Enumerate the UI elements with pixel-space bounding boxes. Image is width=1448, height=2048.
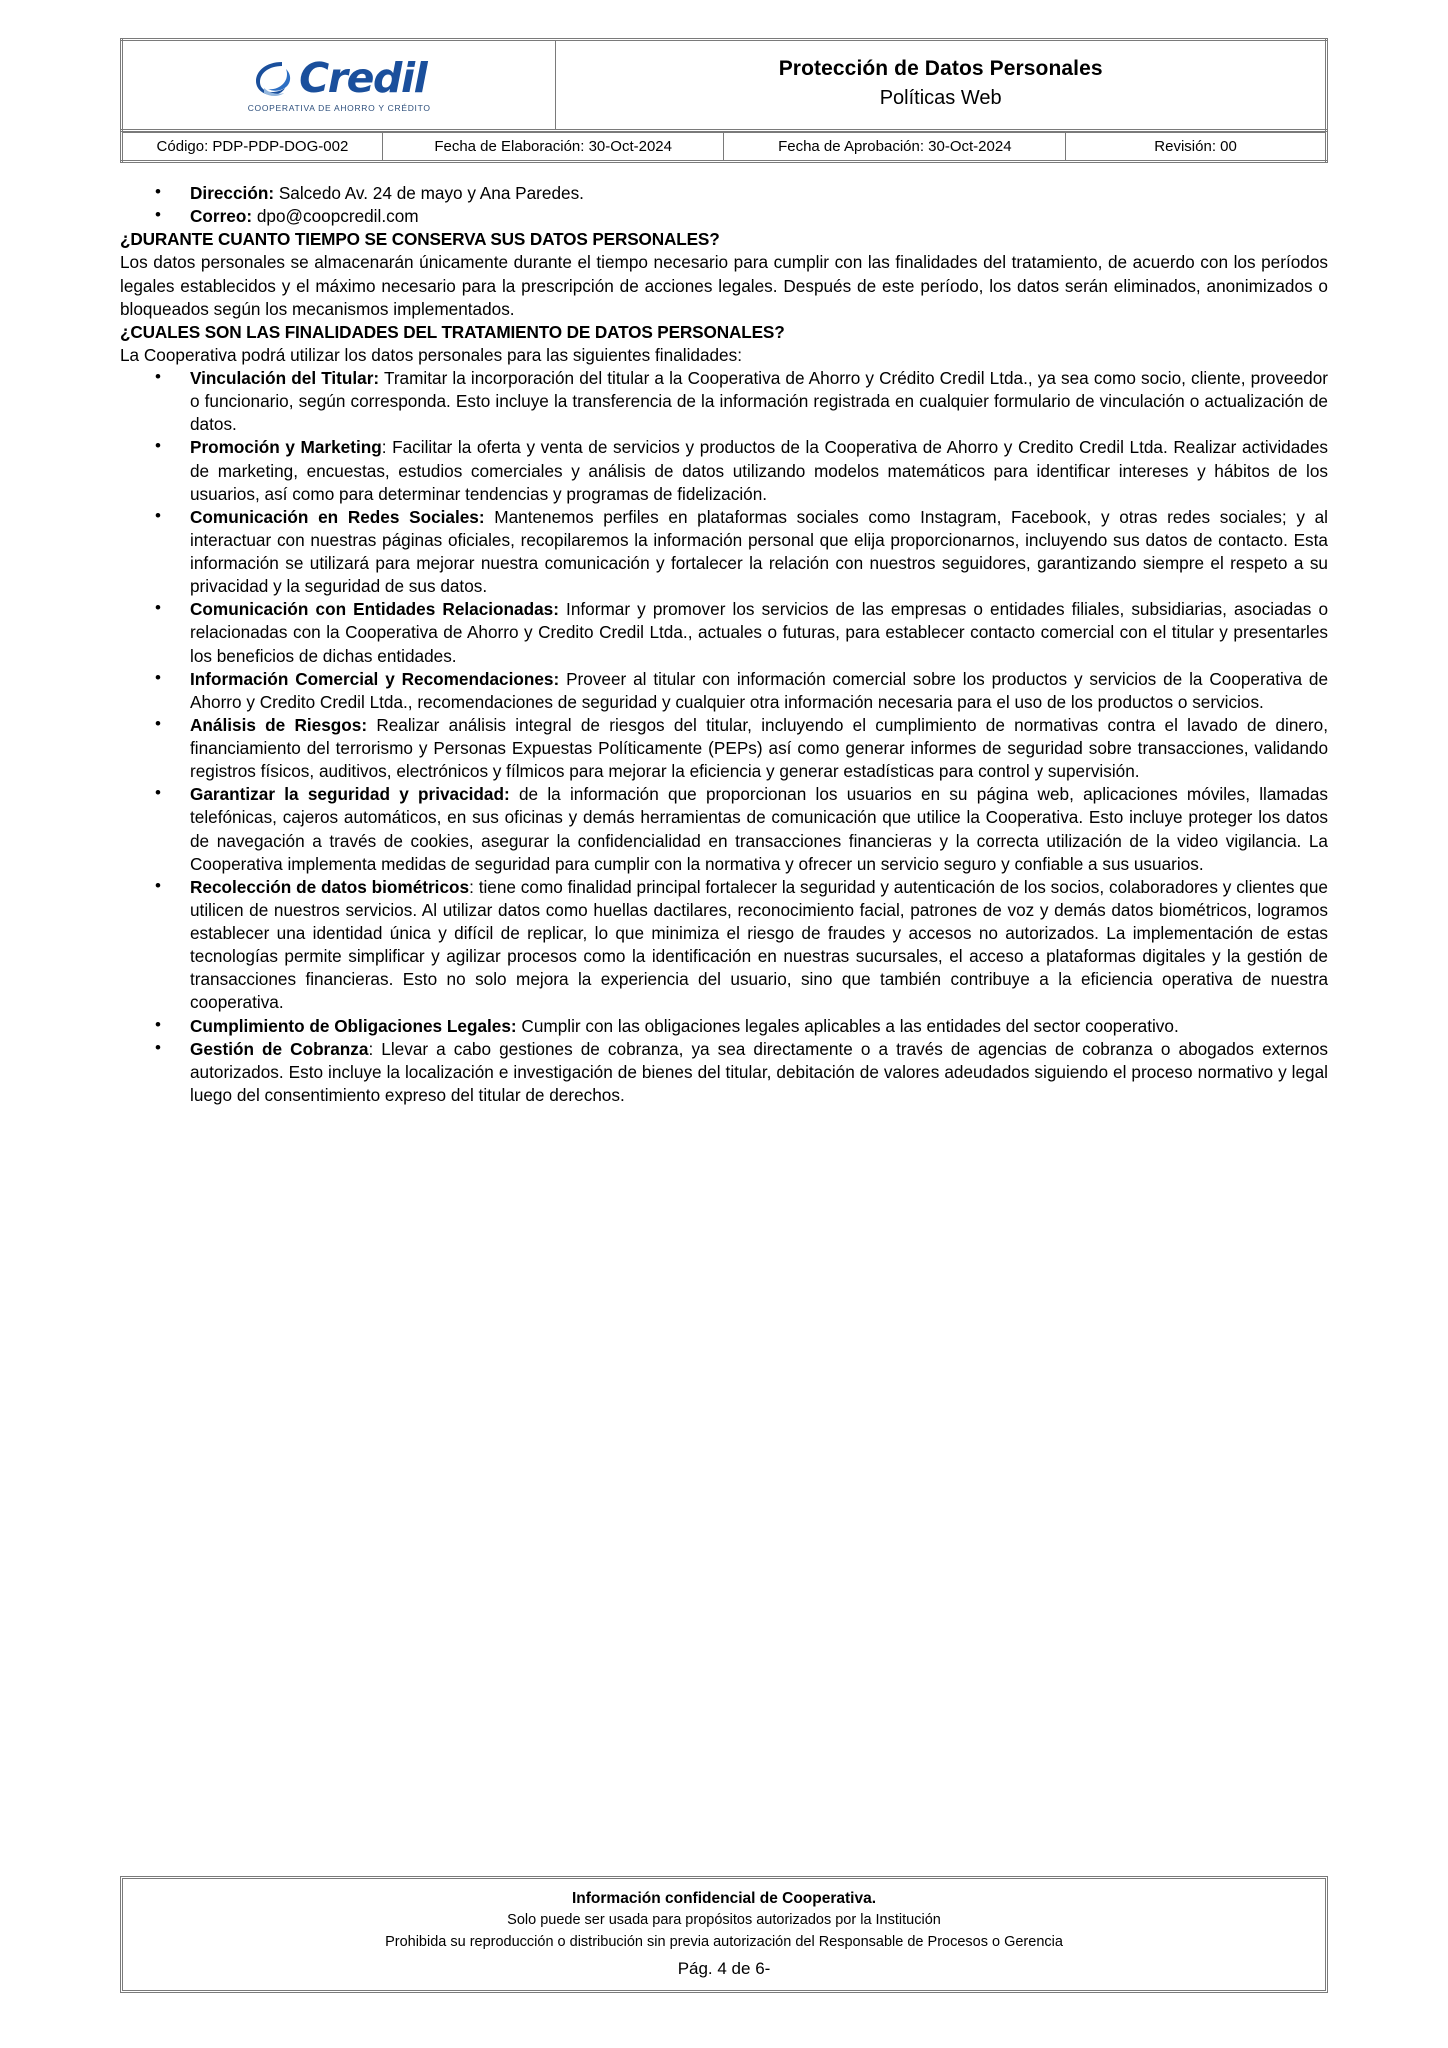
purpose-text: de la información que proporcionan los usuarios en su página web, aplicaciones móviles, llamadas telefónicas, cajeros automáticos, en sus oficinas y demás herramientas de comunicación que utilice la Cooperativa. Esto incluye proteger los datos de navegación a través de cookies, asegurar la confidencialidad en transacciones financieras y la correcta utilización de la video vigilancia. La Cooperativa implementa medidas de seguridad para cumplir con la normativa y ofrecer un servicio seguro y confiable a sus usuarios.	[190, 784, 1328, 874]
header-title-cell	[556, 40, 1327, 131]
contact-text-correo: dpo@coopcredil.com	[252, 206, 419, 227]
list-item	[120, 714, 1328, 783]
contact-label-direccion: Dirección:	[190, 183, 275, 203]
list-item	[120, 668, 1328, 714]
list-item	[120, 506, 1328, 599]
purpose-label: Análisis de Riesgos:	[190, 714, 368, 735]
meta-fecha-elaboracion: Fecha de Elaboración: 30-Oct-2024	[382, 133, 724, 162]
list-item	[120, 205, 1328, 228]
list-item	[120, 1038, 1328, 1107]
purpose-text: Tramitar la incorporación del titular a la Cooperativa de Ahorro y Crédito Credil Ltda., ya sea como socio, cliente, proveedor o funcionario, según corresponda. Esto incluye la transferencia de la información registrada en cualquier formulario de vinculación o actualización de datos.	[190, 368, 1328, 435]
logo-mark-row	[248, 54, 431, 103]
document-subtitle: Políticas Web	[879, 87, 1002, 110]
purpose-text: Realizar análisis integral de riesgos del titular, incluyendo el cumplimiento de normativas contra el lavado de dinero, financiamiento del terrorismo y Personas Expuestas Políticamente (PEPs) así como generar informes de seguridad sobre transacciones, validando registros físicos, auditivos, electrónicos y fílmicos para mejorar la eficiencia y generar estadísticas para control y supervisión.	[190, 714, 1328, 782]
logo-tagline: COOPERATIVA DE AHORRO Y CRÉDITO	[247, 102, 431, 113]
contact-bullet-list	[120, 182, 1328, 228]
purpose-text: : Facilitar la oferta y venta de servicios y productos de la Cooperativa de Ahorro y Credito Credil Ltda. Realizar actividades de marketing, encuestas, estudios comerciales y análisis de datos utilizando modelos matemáticos para identificar intereses y hábitos de los usuarios, así como para determinar tendencias y programas de fidelización.	[190, 437, 1328, 504]
list-item	[120, 783, 1328, 876]
footer-line-2: Prohibida su reproducción o distribución sin previa autorización del Responsable de Procesos o Gerencia	[385, 1933, 1063, 1950]
meta-row	[122, 133, 1327, 162]
section-paragraph-retention: Los datos personales se almacenarán únicamente durante el tiempo necesario para cumplir con las finalidades del tratamiento, de acuerdo con los períodos legales establecidos y el máximo necesario para la prescripción de acciones legales. Después de este período, los datos serán eliminados, anonimizados o bloqueados según los mecanismos implementados.	[120, 252, 1328, 319]
purposes-bullet-list	[120, 367, 1328, 1107]
list-item	[120, 436, 1328, 505]
purpose-label: Recolección de datos biométricos	[190, 876, 470, 897]
credil-swirl-icon	[252, 57, 296, 101]
list-item	[120, 598, 1328, 667]
purpose-text: Mantenemos perfiles en plataformas sociales como Instagram, Facebook, y otras redes sociales; y al interactuar con nuestras páginas oficiales, recopilaremos la información personal que elija proporcionarnos, incluyendo sus datos de contacto. Esta información se utilizará para mejorar nuestra comunicación y fortalecer la relación con nuestros seguidores, garantizando siempre el respeto a su privacidad y la seguridad de sus datos.	[190, 506, 1328, 597]
purpose-label: Comunicación en Redes Sociales:	[190, 506, 485, 527]
list-item	[120, 876, 1328, 1015]
meta-revision: Revisión: 00	[1066, 133, 1327, 162]
purpose-label: Información Comercial y Recomendaciones:	[190, 668, 560, 689]
footer-line-1: Solo puede ser usada para propósitos autorizados por la Institución	[507, 1912, 941, 1928]
purpose-text: Proveer al titular con información comercial sobre los productos y servicios de la Cooperativa de Ahorro y Credito Credil Ltda., recomendaciones de seguridad y cualquier otra información necesaria para el uso de los productos o servicios.	[190, 668, 1329, 712]
list-item	[120, 182, 1328, 205]
document-header-table	[120, 38, 1328, 132]
list-item	[120, 367, 1328, 436]
document-footer	[120, 1876, 1328, 1993]
section-heading-retention: ¿DURANTE CUANTO TIEMPO SE CONSERVA SUS DATOS PERSONALES?	[120, 229, 720, 250]
header-top-row	[122, 40, 1327, 131]
credil-logo	[247, 54, 431, 113]
contact-text-direccion: Salcedo Av. 24 de mayo y Ana Paredes.	[274, 183, 584, 203]
list-item	[120, 1015, 1328, 1038]
purpose-label: Gestión de Cobranza	[190, 1038, 369, 1059]
contact-label-correo: Correo:	[190, 206, 253, 227]
purpose-text: Cumplir con las obligaciones legales aplicables a las entidades del sector cooperativo.	[516, 1015, 1179, 1036]
purpose-text: : Llevar a cabo gestiones de cobranza, ya sea directamente o a través de agencias de cobranza o abogados externos autorizados. Esto incluye la localización e investigación de bienes del titular, debitación de valores adeudados siguiendo el proceso normativo y legal luego del consentimiento expreso del titular de derechos.	[190, 1038, 1328, 1105]
purpose-label: Cumplimiento de Obligaciones Legales:	[190, 1015, 517, 1036]
meta-codigo: Código: PDP-PDP-DOG-002	[122, 133, 383, 162]
logo-wordmark: Credil	[299, 54, 427, 103]
logo-cell	[122, 40, 556, 131]
purpose-text: Informar y promover los servicios de las empresas o entidades filiales, subsidiarias, asociadas o relacionadas con la Cooperativa de Ahorro y Credito Credil Ltda., actuales o futuras, para establecer contacto comercial con el titular y presentarles los beneficios de dichas entidades.	[190, 599, 1328, 666]
purpose-label: Comunicación con Entidades Relacionadas:	[190, 599, 559, 620]
document-title: Protección de Datos Personales	[778, 56, 1103, 80]
footer-title: Información confidencial de Cooperativa.	[571, 1889, 877, 1907]
purpose-label: Vinculación del Titular:	[190, 368, 380, 388]
purpose-label: Promoción y Marketing	[190, 437, 382, 458]
document-meta-table	[120, 132, 1328, 163]
footer-page-number: Pág. 4 de 6-	[677, 1958, 771, 1978]
purpose-label: Garantizar la seguridad y privacidad:	[190, 784, 510, 805]
section-intro-purposes: La Cooperativa podrá utilizar los datos personales para las siguientes finalidades:	[120, 344, 742, 365]
document-body	[120, 182, 1328, 1107]
meta-fecha-aprobacion: Fecha de Aprobación: 30-Oct-2024	[724, 133, 1066, 162]
purpose-text: : tiene como finalidad principal fortalecer la seguridad y autenticación de los socios, colaboradores y clientes que utilicen de nuestros servicios. Al utilizar datos como huellas dactilares, reconocimiento facial, patrones de voz y demás datos biométricos, logramos establecer una identidad única y difícil de replicar, lo que minimiza el riesgo de fraudes y accesos no autorizados. La implementación de estas tecnologías permite simplificar y agilizar procesos como la identificación en nuestras sucursales, el acceso a plataformas digitales y la gestión de transacciones financieras. Esto no solo mejora la experiencia del usuario, sino que también contribuye a la eficiencia operativa de nuestra cooperativa.	[190, 876, 1328, 1013]
section-heading-purposes: ¿CUALES SON LAS FINALIDADES DEL TRATAMIENTO DE DATOS PERSONALES?	[120, 321, 785, 342]
